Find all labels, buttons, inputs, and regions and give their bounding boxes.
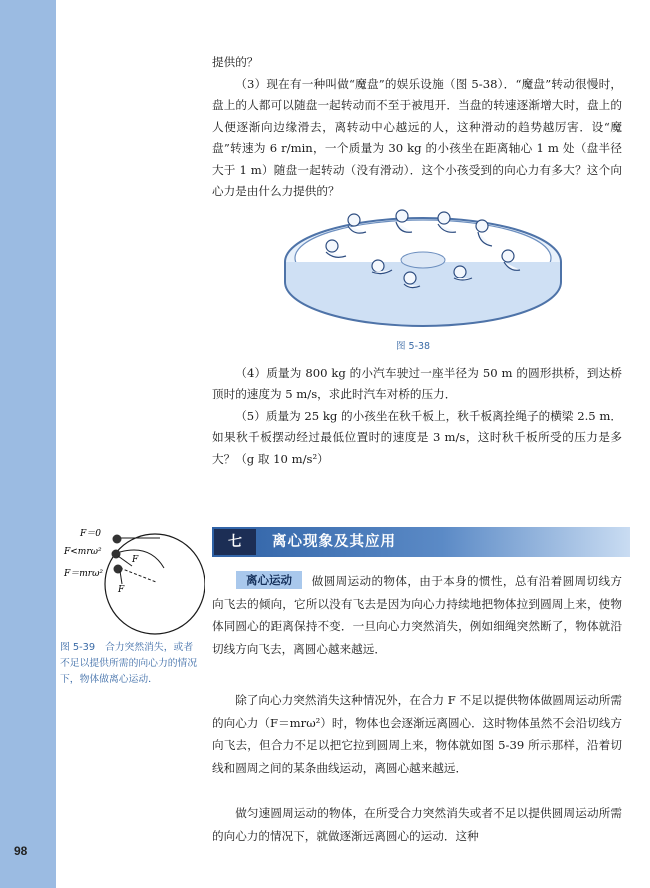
- figure-5-39-caption: 图 5-39 合力突然消失，或者不足以提供所需的向心力的情况下，物体做离心运动．: [60, 642, 198, 685]
- label-force-1: F: [132, 555, 139, 565]
- section-title: 离心现象及其应用: [272, 534, 396, 550]
- body-paragraph-3: 做匀速圆周运动的物体，在所受合力突然消失或者不足以提供圆周运动所需的向心力的情况下，就做逐渐远离圆心的运动．这种: [212, 806, 622, 843]
- label-force-2: F: [118, 585, 125, 595]
- body-paragraph-2: 除了向心力突然消失这种情况外，在合力 F 不足以提供物体做圆周运动所需的向心力（F＝mrω²）时，物体也会逐渐远离圆心．这时物体虽然不会沿切线方向飞去，但合力不足以把它拉到圆周上来，物体就如图 5-39 所示那样，沿着切线和圆周之间的某条曲线运动，离圆心越来越远．: [212, 693, 622, 775]
- page-margin-band: [0, 0, 56, 888]
- problem-4: （4）质量为 800 kg 的小汽车驶过一座半径为 50 m 的圆形拱桥，到达桥顶时的速度为 5 m/s，求此时汽车对桥的压力．: [212, 366, 622, 402]
- label-f-equal: F＝mrω²: [64, 569, 104, 579]
- body-paragraph-1: 做圆周运动的物体，由于本身的惯性，总有沿着圆周切线方向飞去的倾向，它所以没有飞去是因为向心力持续地把物体拉到圆周上来，使物体同圆心的距离保持不变．一旦向心力突然消失，例如细绳突然断了，物体就沿切线方向飞去，离圆心越来越远．: [212, 574, 622, 656]
- figure-5-38-caption: 图 5-38: [396, 341, 431, 352]
- centrifugal-motion-diagram: [60, 524, 205, 636]
- section-number: 七: [214, 529, 256, 555]
- paragraph-intro: 提供的？: [212, 55, 259, 69]
- magic-disc-illustration: [282, 200, 564, 328]
- problem-5: （5）质量为 25 kg 的小孩坐在秋千板上，秋千板离拴绳子的横梁 2.5 m．如果秋千板摆动经过最低位置时的速度是 3 m/s，这时秋千板所受的压力是多大？（g 取 10 m/s²）: [212, 409, 622, 466]
- label-f-less: F<mrω²: [64, 547, 102, 557]
- page-number: 98: [14, 844, 28, 858]
- problem-3: （3）现在有一种叫做“魔盘”的娱乐设施（图 5-38）．“魔盘”转动很慢时，盘上的人都可以随盘一起转动而不至于被甩开．当盘的转速逐渐增大时，盘上的人便逐渐向边缘滑去，离转动中心越远的人，这种滑动的趋势越厉害．设“魔盘”转速为 6 r/min，一个质量为 30 kg 的小孩坐在距离轴心 1 m 处（盘半径大于 1 m）随盘一起转动（没有滑动）．这个小孩受到的向心力有多大？这个向心力是由什么力提供的？: [212, 77, 622, 199]
- keyword-label: 离心运动: [236, 571, 302, 589]
- label-f-zero: F＝0: [80, 529, 101, 539]
